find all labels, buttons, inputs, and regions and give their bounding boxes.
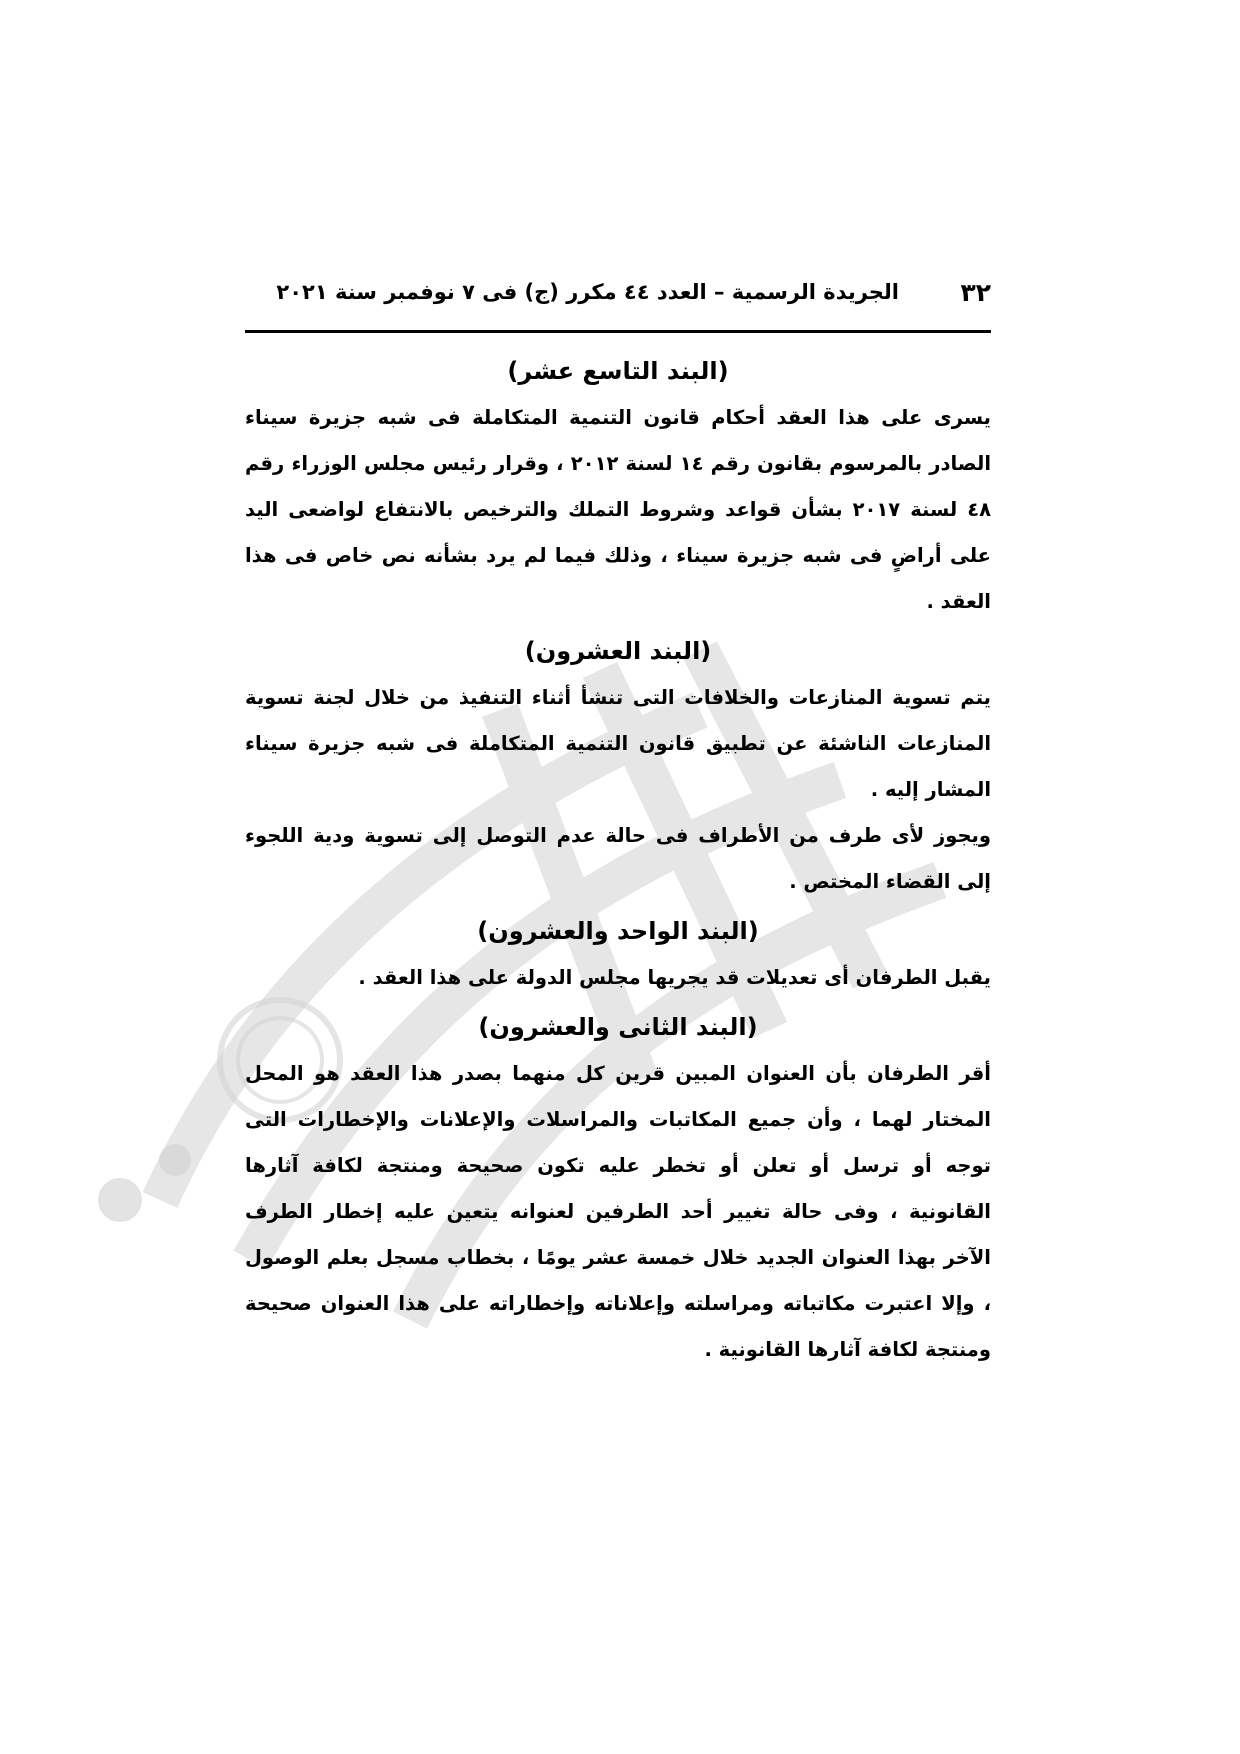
page-header: [245, 278, 991, 318]
page-number: ٣٢: [960, 278, 991, 307]
section-paragraph: يتم تسوية المنازعات والخلافات التى تنشأ أثناء التنفيذ من خلال لجنة تسوية المنازعات الناشئة عن تطبيق قانون التنمية المتكاملة فى شبه جزيرة سيناء المشار إليه .: [245, 686, 991, 801]
section-heading: (البند التاسع عشر): [507, 357, 729, 385]
section-heading: (البند العشرون): [524, 637, 712, 665]
document-body: [245, 345, 991, 1373]
section-paragraph: يقبل الطرفان أى تعديلات قد يجريها مجلس الدولة على هذا العقد .: [358, 966, 991, 989]
section-paragraph: يسرى على هذا العقد أحكام قانون التنمية المتكاملة فى شبه جزيرة سيناء الصادر بالمرسوم بقانون رقم ١٤ لسنة ٢٠١٢ ، وقرار رئيس مجلس الوزراء رقم ٤٨ لسنة ٢٠١٧ بشأن قواعد وشروط التملك والترخيص بالانتفاع لواضعى اليد على أراضٍ فى شبه جزيرة سيناء ، وذلك فيما لم يرد بشأنه نص خاص فى هذا العقد .: [245, 406, 992, 613]
section-paragraph: ويجوز لأى طرف من الأطراف فى حالة عدم التوصل إلى تسوية ودية اللجوء إلى القضاء المختص .: [245, 824, 991, 893]
section-heading: (البند الواحد والعشرون): [477, 917, 759, 945]
gazette-title: الجريدة الرسمية – العدد ٤٤ مكرر (ج) فى ٧ نوفمبر سنة ٢٠٢١: [276, 280, 899, 304]
section-paragraph: أقر الطرفان بأن العنوان المبين قرين كل منهما بصدر هذا العقد هو المحل المختار لهما ، وأن جميع المكاتبات والمراسلات والإعلانات والإخطارات التى توجه أو ترسل أو تعلن أو تخطر عليه تكون صحيحة ومنتجة لكافة آثارها القانونية ، وفى حالة تغيير أحد الطرفين لعنوانه يتعين عليه إخطار الطرف الآخر بهذا العنوان الجديد خلال خمسة عشر يومًا ، بخطاب مسجل بعلم الوصول ، وإلا اعتبرت مكاتباته ومراسلته وإعلاناته وإخطاراته على هذا العنوان صحيحة ومنتجة لكافة آثارها القانونية .: [245, 1062, 991, 1361]
header-divider: [245, 330, 991, 333]
section-heading: (البند الثانى والعشرون): [478, 1013, 758, 1041]
